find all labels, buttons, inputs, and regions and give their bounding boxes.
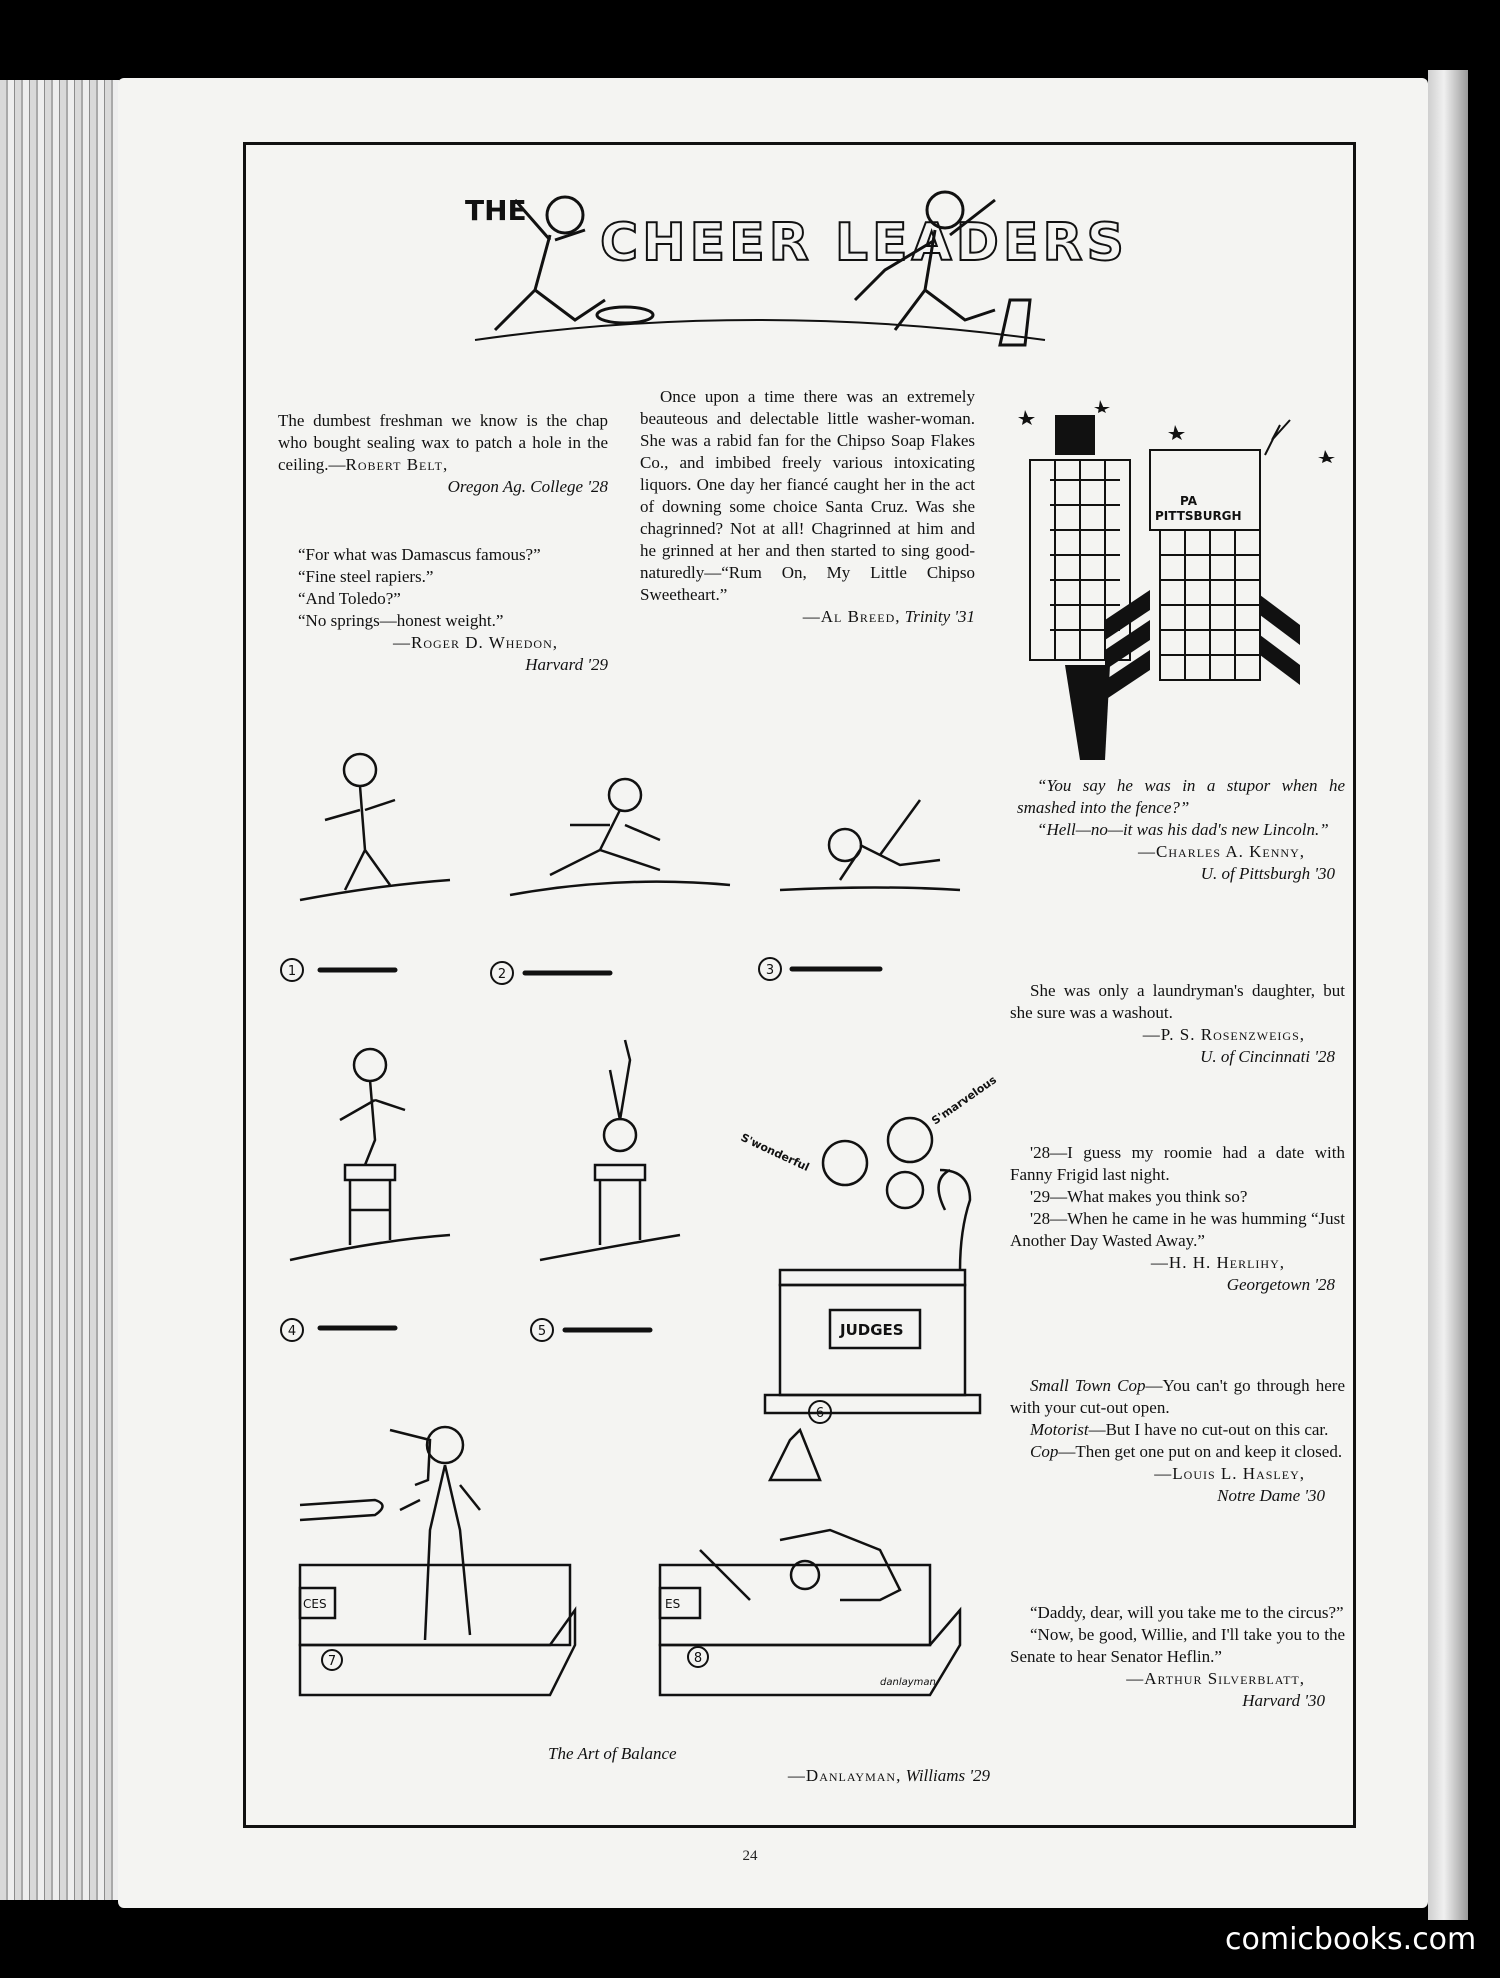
joke-cop: Small Town Cop—You can't go through here with your cut-out open. Motorist—But I have no cut-out on this car. Cop—Then get one put on and keep it closed. —Louis L. Hasley, Notre Dame '30 [1010,1376,1345,1505]
pa-badge: PA [1180,494,1197,508]
judges-sign: JUDGES [840,1321,904,1339]
art-of-balance-comic [280,740,999,1745]
book-spine-right [1428,70,1468,1920]
panel-number-3: 3 [765,963,775,978]
panel-number-5: 5 [537,1324,547,1339]
joke-laundryman: She was only a laundryman's daughter, but she sure was a washout. —P. S. Rosenzweigs, U. of Cincinnati '28 [1010,981,1345,1066]
panel-number-8: 8 [693,1651,703,1666]
panel-number-1: 1 [287,964,297,979]
panel-number-2: 2 [497,967,507,982]
svg-text:CHEER LEADERS: CHEER LEADERS [600,213,1128,273]
joke-damascus: “For what was Damascus famous?” “Fine steel rapiers.” “And Toledo?” “No springs—honest weight.” —Roger D. Whedon, Harvard '29 [298,545,608,674]
pittsburgh-cartoon [1010,395,1345,770]
comic-caption: The Art of Balance [548,1744,677,1763]
joke-washer-woman: Once upon a time there was an extremely beauteous and delectable little washer-woman. She was a rabid fan for the Chipso Soap Flakes Co., and imbibed freely various intoxicating liquors. One day her fiancé caught her in the act of downing some choice Santa Cruz. Was she chagrinned? Not at all! Chagrinned at him and he grinned at her and then started to sing good-naturedly—“Rum On, My Little Chipso Sweetheart.” —Al Breed, Trinity '31 [640,387,975,626]
pittsburgh-shirt-text: PITTSBURGH [1155,509,1242,523]
joke-roomie: '28—I guess my roomie had a date with Fanny Frigid last night. '29—What makes you think so? '28—When he came in he was humming “Just Another Day Wasted Away.” —H. H. Herlihy, Georgetown '28 [1010,1143,1345,1294]
watermark: comicbooks.com [1225,1922,1477,1957]
desk-label-7: CES [303,1597,327,1611]
panel-number-4: 4 [287,1324,297,1339]
desk-label-8: ES [665,1597,681,1611]
word-smarvelous: S'marvelous [929,1073,999,1128]
page-number: 24 [742,1848,758,1864]
joke-circus: “Daddy, dear, will you take me to the circus?” “Now, be good, Willie, and I'll take you to the Senate to hear Senator Heflin.” —Arthur Silverblatt, Harvard '30 [1010,1603,1345,1710]
cheer-leaders-title-art [455,180,1128,355]
pittsburgh-caption: “You say he was in a stupor when he smashed into the fence?” “Hell—no—it was his dad's new Lincoln.” —Charles A. Kenny, U. of Pittsburgh '30 [1017,776,1345,883]
joke-freshman: The dumbest freshman we know is the chap who bought sealing wax to patch a hole in the ceiling.—Robert Belt, Oregon Ag. College '28 [278,411,608,496]
panel-number-6: 6 [815,1406,825,1421]
artist-signature: danlayman [880,1677,936,1688]
comic-credit: —Danlayman, Williams '29 [787,1766,990,1785]
title-text: THE [465,194,527,227]
word-swonderful: S'wonderful [738,1130,812,1174]
book-edge [0,80,128,1900]
panel-number-7: 7 [327,1654,337,1669]
